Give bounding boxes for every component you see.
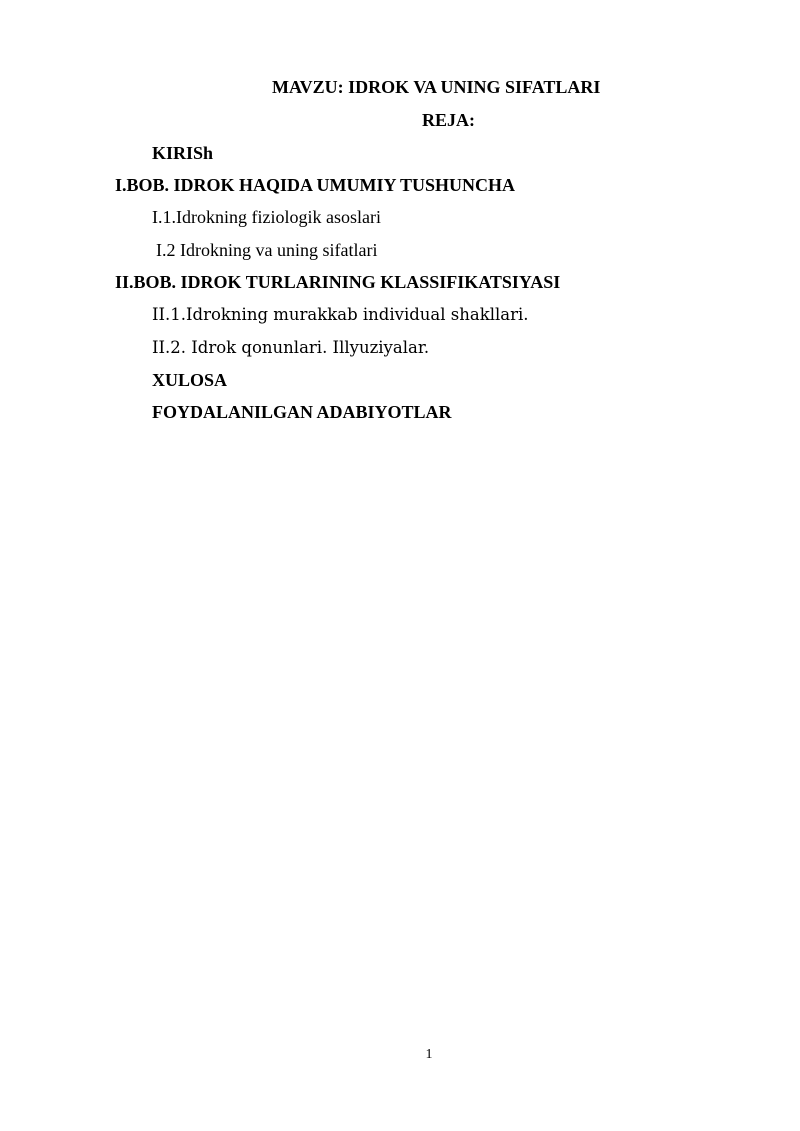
outline-section-1-1: I.1.Idrokning fiziologik asoslari bbox=[152, 207, 381, 227]
outline-chapter-1: I.BOB. IDROK HAQIDA UMUMIY TUSHUNCHA bbox=[115, 175, 516, 195]
outline-intro: KIRISh bbox=[152, 143, 214, 163]
document-title: MAVZU: IDROK VA UNING SIFATLARI bbox=[272, 77, 601, 97]
outline-conclusion: XULOSA bbox=[152, 370, 228, 390]
outline-chapter-2: II.BOB. IDROK TURLARINING KLASSIFIKATSIYASI bbox=[115, 272, 561, 292]
plan-heading: REJA: bbox=[422, 110, 475, 130]
outline-references: FOYDALANILGAN ADABIYOTLAR bbox=[152, 402, 452, 422]
page-number: 1 bbox=[425, 1047, 433, 1062]
outline-section-2-1: II.1.Idrokning murakkab individual shakllari. bbox=[152, 305, 529, 324]
outline-section-2-2: II.2. Idrok qonunlari. Illyuziyalar. bbox=[152, 338, 430, 357]
outline-section-1-2: I.2 Idrokning va uning sifatlari bbox=[156, 240, 378, 260]
